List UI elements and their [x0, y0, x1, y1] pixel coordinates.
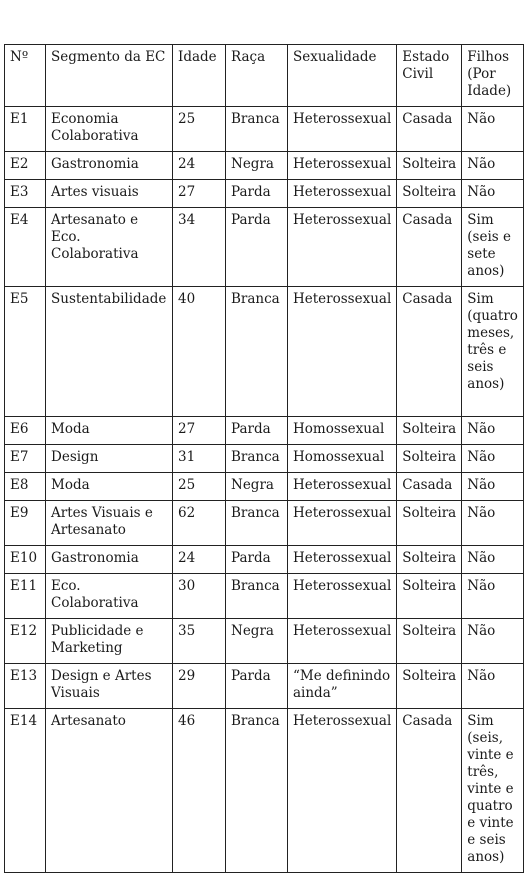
- cell-idade: 31: [173, 445, 226, 473]
- cell-segmento: Moda: [46, 473, 173, 501]
- cell-segmento: Publicidade e Marketing: [46, 619, 173, 664]
- cell-raca: Parda: [226, 208, 288, 287]
- cell-idade: 62: [173, 501, 226, 546]
- cell-numero: E10: [5, 546, 46, 574]
- cell-segmento: Gastronomia: [46, 546, 173, 574]
- cell-segmento: Artesanato e Eco. Colaborativa: [46, 208, 173, 287]
- cell-estado-civil: Solteira: [397, 445, 462, 473]
- cell-idade: 27: [173, 417, 226, 445]
- header-idade: Idade: [173, 45, 226, 107]
- cell-estado-civil: Solteira: [397, 664, 462, 709]
- cell-segmento: Artes visuais: [46, 180, 173, 208]
- cell-estado-civil: Solteira: [397, 180, 462, 208]
- cell-filhos: Não: [462, 501, 524, 546]
- cell-numero: E2: [5, 152, 46, 180]
- cell-raca: Negra: [226, 619, 288, 664]
- cell-estado-civil: Solteira: [397, 574, 462, 619]
- cell-filhos: Não: [462, 574, 524, 619]
- header-filhos: Filhos (Por Idade): [462, 45, 524, 107]
- cell-numero: E1: [5, 107, 46, 152]
- header-row: [5, 45, 524, 107]
- cell-sexualidade: Heterossexual: [288, 619, 397, 664]
- cell-raca: Branca: [226, 287, 288, 417]
- cell-numero: E14: [5, 709, 46, 873]
- cell-estado-civil: Casada: [397, 208, 462, 287]
- header-estado-civil: Estado Civil: [397, 45, 462, 107]
- cell-estado-civil: Solteira: [397, 501, 462, 546]
- table-row: [5, 619, 524, 664]
- table-row: [5, 208, 524, 287]
- cell-sexualidade: Heterossexual: [288, 574, 397, 619]
- cell-sexualidade: “Me definindo ainda”: [288, 664, 397, 709]
- table-row: [5, 417, 524, 445]
- cell-idade: 24: [173, 546, 226, 574]
- cell-sexualidade: Heterossexual: [288, 107, 397, 152]
- cell-idade: 25: [173, 107, 226, 152]
- table-row: [5, 546, 524, 574]
- cell-raca: Parda: [226, 664, 288, 709]
- table-body: [5, 107, 524, 873]
- cell-sexualidade: Heterossexual: [288, 546, 397, 574]
- header-raca: Raça: [226, 45, 288, 107]
- cell-numero: E12: [5, 619, 46, 664]
- cell-numero: E11: [5, 574, 46, 619]
- cell-numero: E5: [5, 287, 46, 417]
- table-row: [5, 180, 524, 208]
- cell-sexualidade: Heterossexual: [288, 208, 397, 287]
- cell-raca: Negra: [226, 152, 288, 180]
- cell-raca: Parda: [226, 180, 288, 208]
- cell-estado-civil: Solteira: [397, 546, 462, 574]
- table-header: [5, 45, 524, 107]
- cell-segmento: Design: [46, 445, 173, 473]
- cell-filhos: Não: [462, 473, 524, 501]
- header-numero: Nº: [5, 45, 46, 107]
- header-segmento: Segmento da EC: [46, 45, 173, 107]
- cell-raca: Branca: [226, 501, 288, 546]
- cell-idade: 30: [173, 574, 226, 619]
- cell-estado-civil: Solteira: [397, 152, 462, 180]
- table-row: [5, 287, 524, 417]
- table-row: [5, 473, 524, 501]
- cell-idade: 46: [173, 709, 226, 873]
- cell-raca: Negra: [226, 473, 288, 501]
- cell-raca: Branca: [226, 107, 288, 152]
- cell-idade: 35: [173, 619, 226, 664]
- cell-numero: E8: [5, 473, 46, 501]
- cell-segmento: Sustentabilidade: [46, 287, 173, 417]
- cell-sexualidade: Homossexual: [288, 445, 397, 473]
- table-row: [5, 664, 524, 709]
- cell-estado-civil: Casada: [397, 709, 462, 873]
- cell-raca: Parda: [226, 546, 288, 574]
- header-sexualidade: Sexualidade: [288, 45, 397, 107]
- cell-filhos: Não: [462, 152, 524, 180]
- cell-filhos: Sim (seis, vinte e três, vinte e quatro e vinte e seis anos): [462, 709, 524, 873]
- cell-segmento: Eco. Colaborativa: [46, 574, 173, 619]
- cell-estado-civil: Casada: [397, 287, 462, 417]
- cell-filhos: Não: [462, 546, 524, 574]
- cell-numero: E9: [5, 501, 46, 546]
- participants-table: [4, 44, 524, 873]
- cell-idade: 25: [173, 473, 226, 501]
- cell-idade: 29: [173, 664, 226, 709]
- cell-idade: 40: [173, 287, 226, 417]
- cell-filhos: Não: [462, 417, 524, 445]
- cell-filhos: Não: [462, 664, 524, 709]
- cell-segmento: Artesanato: [46, 709, 173, 873]
- cell-filhos: Não: [462, 619, 524, 664]
- cell-raca: Branca: [226, 709, 288, 873]
- cell-idade: 24: [173, 152, 226, 180]
- table-row: [5, 152, 524, 180]
- cell-sexualidade: Homossexual: [288, 417, 397, 445]
- table-row: [5, 445, 524, 473]
- cell-filhos: Não: [462, 107, 524, 152]
- cell-sexualidade: Heterossexual: [288, 152, 397, 180]
- cell-sexualidade: Heterossexual: [288, 287, 397, 417]
- cell-sexualidade: Heterossexual: [288, 180, 397, 208]
- cell-sexualidade: Heterossexual: [288, 473, 397, 501]
- cell-numero: E13: [5, 664, 46, 709]
- cell-numero: E3: [5, 180, 46, 208]
- cell-filhos: Não: [462, 445, 524, 473]
- cell-estado-civil: Solteira: [397, 417, 462, 445]
- cell-filhos: Sim (seis e sete anos): [462, 208, 524, 287]
- cell-filhos: Não: [462, 180, 524, 208]
- cell-filhos: Sim (quatro meses, três e seis anos): [462, 287, 524, 417]
- cell-sexualidade: Heterossexual: [288, 709, 397, 873]
- cell-numero: E4: [5, 208, 46, 287]
- table-row: [5, 574, 524, 619]
- cell-segmento: Design e Artes Visuais: [46, 664, 173, 709]
- cell-sexualidade: Heterossexual: [288, 501, 397, 546]
- table-row: [5, 501, 524, 546]
- cell-estado-civil: Casada: [397, 473, 462, 501]
- table-row: [5, 107, 524, 152]
- cell-numero: E7: [5, 445, 46, 473]
- cell-segmento: Gastronomia: [46, 152, 173, 180]
- cell-segmento: Economia Colaborativa: [46, 107, 173, 152]
- cell-raca: Parda: [226, 417, 288, 445]
- cell-numero: E6: [5, 417, 46, 445]
- cell-idade: 27: [173, 180, 226, 208]
- cell-estado-civil: Solteira: [397, 619, 462, 664]
- cell-raca: Branca: [226, 445, 288, 473]
- cell-estado-civil: Casada: [397, 107, 462, 152]
- table-row: [5, 709, 524, 873]
- cell-segmento: Moda: [46, 417, 173, 445]
- cell-idade: 34: [173, 208, 226, 287]
- cell-raca: Branca: [226, 574, 288, 619]
- cell-segmento: Artes Visuais e Artesanato: [46, 501, 173, 546]
